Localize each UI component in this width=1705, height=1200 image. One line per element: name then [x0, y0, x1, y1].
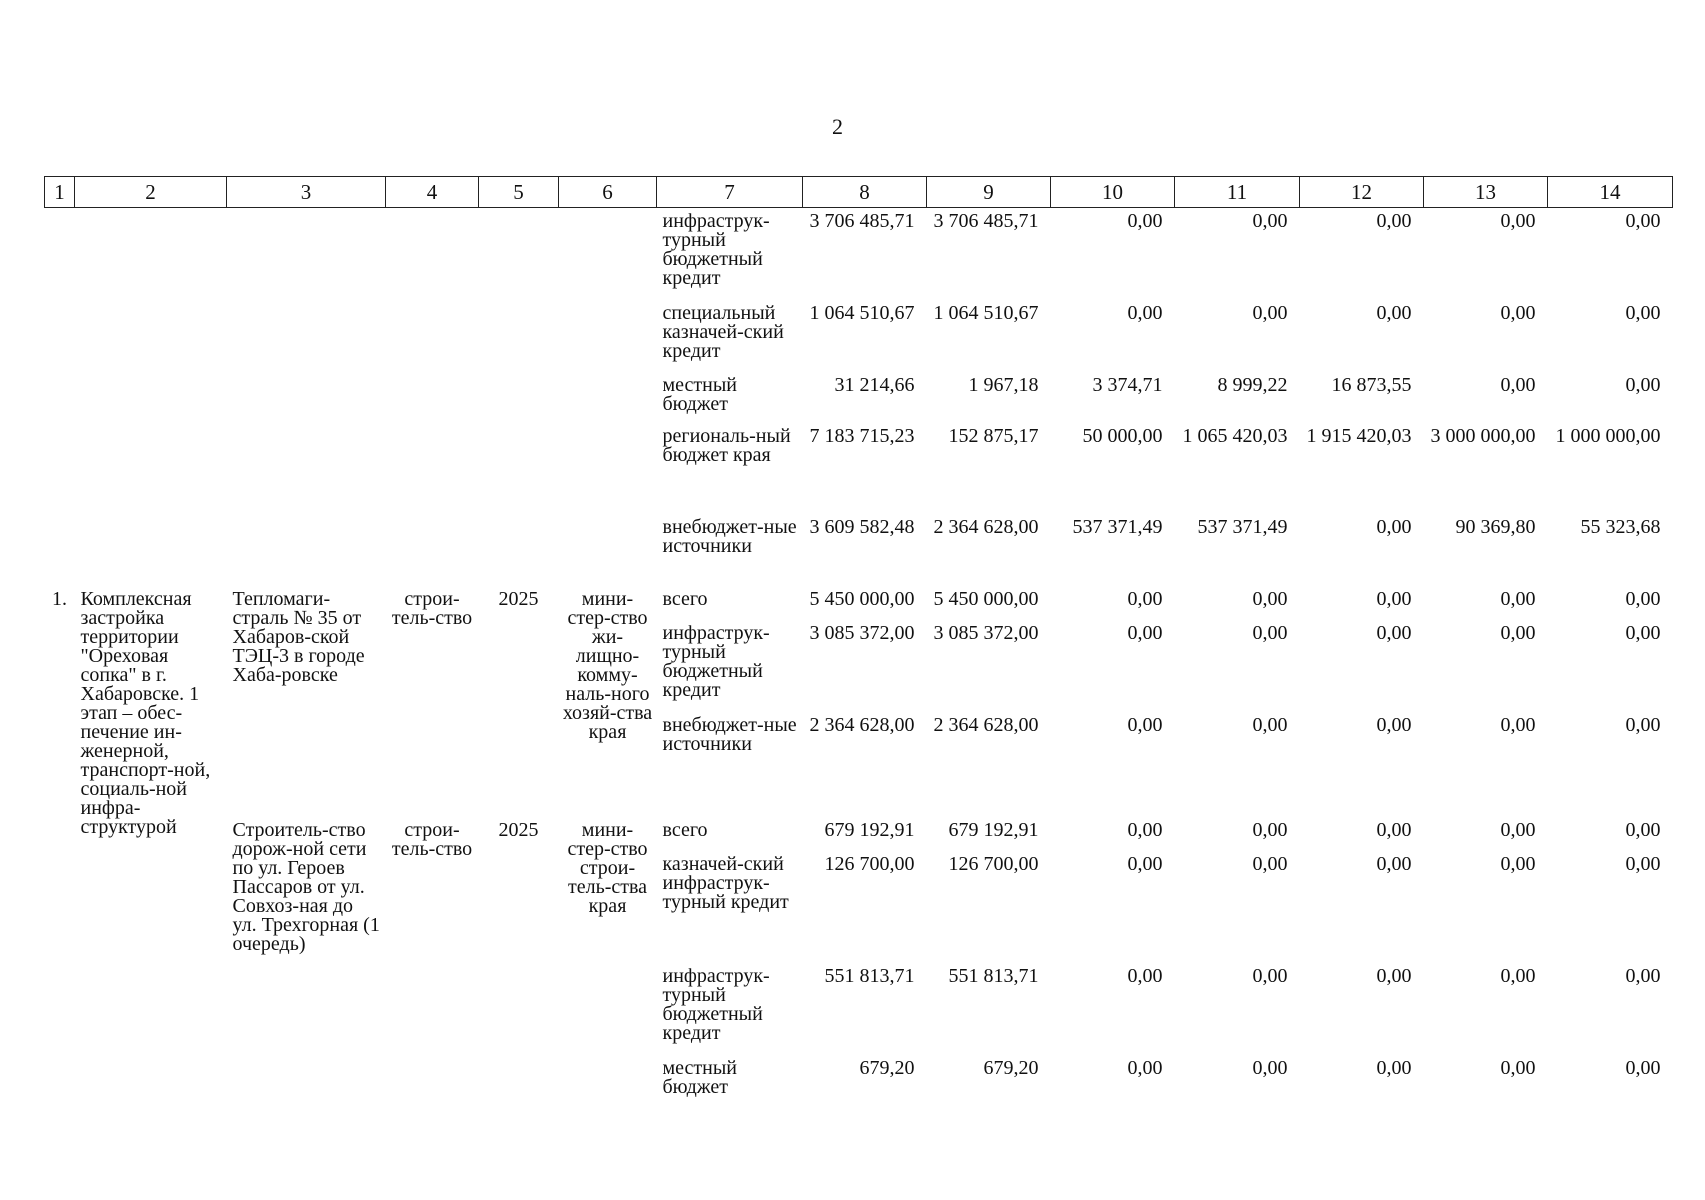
- funding-source: всего: [662, 587, 708, 610]
- column-header: 9: [927, 177, 1051, 208]
- value-cell: 0,00: [1127, 210, 1163, 232]
- column-header: 5: [479, 177, 559, 208]
- value-cell: 55 323,68: [1580, 515, 1661, 538]
- value-cell: 551 813,71: [824, 964, 915, 987]
- program-number: 1.: [52, 587, 67, 610]
- value-cell: 0,00: [1376, 587, 1412, 610]
- column-header: 12: [1300, 177, 1424, 208]
- value-cell: 126 700,00: [824, 852, 915, 875]
- value-cell: 3 706 485,71: [809, 210, 915, 232]
- funding-source: специальный казначей-ский кредит: [662, 301, 784, 362]
- funding-source: внебюджет-ные источники: [662, 515, 797, 557]
- funding-source: казначей-ский инфраструк-турный кредит: [662, 852, 789, 913]
- value-cell: 0,00: [1252, 621, 1288, 644]
- funding-source: региональ-ный бюджет края: [662, 424, 791, 466]
- value-cell: 0,00: [1500, 210, 1536, 232]
- value-cell: 152 875,17: [948, 424, 1039, 447]
- column-header: 13: [1424, 177, 1548, 208]
- value-cell: 2 364 628,00: [809, 713, 915, 736]
- column-header: 6: [559, 177, 657, 208]
- value-cell: 0,00: [1127, 964, 1163, 987]
- table-row: [45, 817, 1673, 851]
- value-cell: 0,00: [1376, 852, 1412, 875]
- value-cell: 0,00: [1625, 301, 1661, 324]
- column-header: 4: [386, 177, 479, 208]
- value-cell: 0,00: [1376, 210, 1412, 232]
- value-cell: 5 450 000,00: [933, 587, 1039, 610]
- value-cell: 16 873,55: [1331, 373, 1412, 396]
- value-cell: 0,00: [1376, 964, 1412, 987]
- value-cell: 0,00: [1376, 301, 1412, 324]
- column-header: 11: [1175, 177, 1300, 208]
- value-cell: 537 371,49: [1072, 515, 1163, 538]
- value-cell: 0,00: [1500, 301, 1536, 324]
- value-cell: 0,00: [1127, 713, 1163, 736]
- customer: мини-стер-ство строи-тель-ства края: [567, 818, 648, 917]
- page-number: 2: [832, 114, 843, 139]
- value-cell: 0,00: [1625, 713, 1661, 736]
- value-cell: 551 813,71: [948, 964, 1039, 987]
- value-cell: 7 183 715,23: [809, 424, 915, 447]
- value-cell: 5 450 000,00: [809, 587, 915, 610]
- value-cell: 0,00: [1625, 818, 1661, 841]
- value-cell: 0,00: [1252, 587, 1288, 610]
- value-cell: 0,00: [1625, 852, 1661, 875]
- value-cell: 0,00: [1127, 621, 1163, 644]
- funding-source: инфраструк-турный бюджетный кредит: [662, 621, 770, 701]
- value-cell: 0,00: [1500, 964, 1536, 987]
- object-name: Строитель-ство дорож-ной сети по ул. Героев Пассаров от ул. Совхоз-ная до ул. Трехгорная (1 очередь): [232, 818, 380, 955]
- work-type: строи-тель-ство: [391, 818, 473, 860]
- value-cell: 679,20: [983, 1056, 1039, 1079]
- object-name: Тепломаги-страль № 35 от Хабаров-ской ТЭЦ-3 в городе Хаба-ровске: [232, 587, 365, 686]
- value-cell: 1 064 510,67: [809, 301, 915, 324]
- value-cell: 3 374,71: [1092, 373, 1163, 396]
- value-cell: 0,00: [1376, 515, 1412, 538]
- value-cell: 8 999,22: [1217, 373, 1288, 396]
- value-cell: 0,00: [1376, 713, 1412, 736]
- value-cell: 0,00: [1500, 852, 1536, 875]
- table-row: [45, 208, 1673, 300]
- completion-year: 2025: [498, 818, 539, 841]
- value-cell: 0,00: [1127, 301, 1163, 324]
- value-cell: 0,00: [1252, 210, 1288, 232]
- value-cell: 679 192,91: [948, 818, 1039, 841]
- value-cell: 0,00: [1252, 1056, 1288, 1079]
- value-cell: 0,00: [1127, 852, 1163, 875]
- funding-source: местный бюджет: [662, 373, 737, 415]
- value-cell: 0,00: [1376, 621, 1412, 644]
- value-cell: 1 915 420,03: [1306, 424, 1412, 447]
- column-header: 10: [1051, 177, 1175, 208]
- value-cell: 0,00: [1127, 1056, 1163, 1079]
- value-cell: 0,00: [1625, 1056, 1661, 1079]
- funding-source: всего: [662, 818, 708, 841]
- value-cell: 679 192,91: [824, 818, 915, 841]
- value-cell: 679,20: [859, 1056, 915, 1079]
- column-header: 14: [1548, 177, 1673, 208]
- value-cell: 0,00: [1500, 373, 1536, 396]
- value-cell: 0,00: [1252, 964, 1288, 987]
- value-cell: 0,00: [1376, 818, 1412, 841]
- value-cell: 0,00: [1252, 301, 1288, 324]
- funding-source: инфраструк-турный бюджетный кредит: [662, 210, 770, 289]
- column-header: 7: [657, 177, 803, 208]
- value-cell: 0,00: [1500, 1056, 1536, 1079]
- value-cell: 50 000,00: [1082, 424, 1163, 447]
- value-cell: 537 371,49: [1197, 515, 1288, 538]
- column-header: 3: [227, 177, 386, 208]
- value-cell: 0,00: [1625, 621, 1661, 644]
- work-type: строи-тель-ство: [391, 587, 473, 629]
- funding-source: инфраструк-турный бюджетный кредит: [662, 964, 770, 1044]
- value-cell: 0,00: [1376, 1056, 1412, 1079]
- value-cell: 0,00: [1252, 852, 1288, 875]
- value-cell: 1 967,18: [968, 373, 1039, 396]
- value-cell: 2 364 628,00: [933, 713, 1039, 736]
- value-cell: 0,00: [1500, 587, 1536, 610]
- table-row: [45, 586, 1673, 620]
- value-cell: 0,00: [1127, 587, 1163, 610]
- funding-source: внебюджет-ные источники: [662, 713, 797, 755]
- value-cell: 0,00: [1625, 587, 1661, 610]
- value-cell: 3 085 372,00: [933, 621, 1039, 644]
- value-cell: 90 369,80: [1455, 515, 1536, 538]
- continuation-blank: [45, 208, 657, 586]
- value-cell: 0,00: [1625, 964, 1661, 987]
- value-cell: 3 000 000,00: [1430, 424, 1536, 447]
- column-header: 8: [803, 177, 927, 208]
- financing-table: [44, 176, 1673, 1107]
- value-cell: 3 706 485,71: [933, 210, 1039, 232]
- value-cell: 126 700,00: [948, 852, 1039, 875]
- value-cell: 0,00: [1625, 210, 1661, 232]
- value-cell: 1 065 420,03: [1182, 424, 1288, 447]
- column-header: 2: [75, 177, 227, 208]
- value-cell: 3 609 582,48: [809, 515, 915, 538]
- value-cell: 31 214,66: [834, 373, 915, 396]
- value-cell: 1 000 000,00: [1555, 424, 1661, 447]
- customer: мини-стер-ство жи-лищно-комму-наль-ного хозяй-ства края: [562, 587, 653, 743]
- column-header: 1: [45, 177, 75, 208]
- value-cell: 0,00: [1127, 818, 1163, 841]
- value-cell: 0,00: [1500, 621, 1536, 644]
- value-cell: 0,00: [1625, 373, 1661, 396]
- value-cell: 3 085 372,00: [809, 621, 915, 644]
- program-name: Комплексная застройка территории "Ореховая сопка" в г. Хабаровске. 1 этап – обес-печение ин-женерной, транспорт-ной, социаль-ной инфра-структурой: [80, 587, 211, 838]
- value-cell: 0,00: [1252, 818, 1288, 841]
- value-cell: 0,00: [1252, 713, 1288, 736]
- value-cell: 1 064 510,67: [933, 301, 1039, 324]
- funding-source: местный бюджет: [662, 1056, 737, 1098]
- value-cell: 0,00: [1500, 818, 1536, 841]
- completion-year: 2025: [498, 587, 539, 610]
- value-cell: 0,00: [1500, 713, 1536, 736]
- column-number-row: [45, 177, 1673, 208]
- value-cell: 2 364 628,00: [933, 515, 1039, 538]
